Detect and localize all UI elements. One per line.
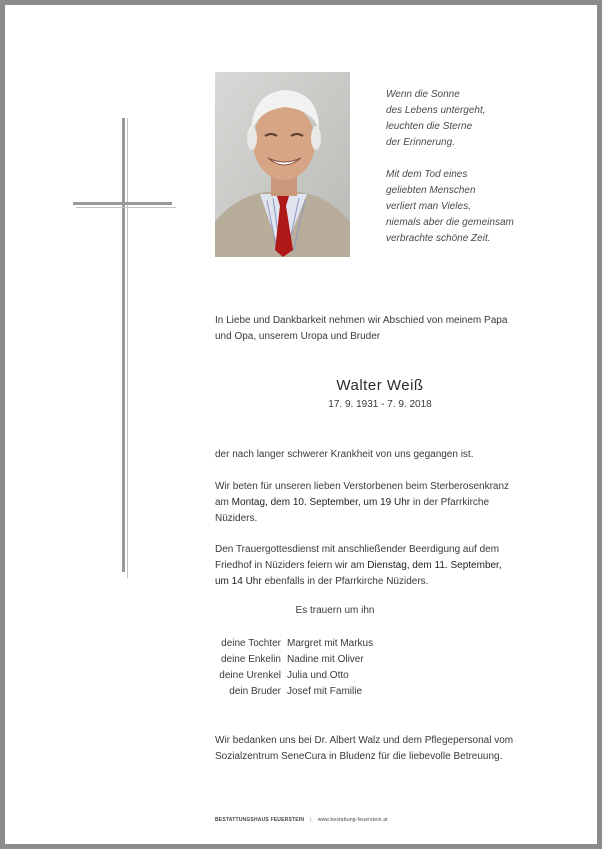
- rosary-line: Wir beten für unseren lieben Verstorbenen beim Sterberosenkranz: [215, 481, 510, 492]
- mourner-row: [205, 684, 373, 700]
- thanks-text: [215, 733, 545, 765]
- thanks-line: Sozialzentrum SeneCura in Bludenz für die liebevolle Betreuung.: [215, 751, 503, 762]
- funeral-line: Friedhof in Nüziders feiern wir am Dienstag, dem 11. September,: [215, 560, 502, 571]
- passing-text: der nach langer schwerer Krankheit von uns gegangen ist.: [215, 449, 474, 460]
- mourner-relation: deine Tochter: [221, 638, 281, 649]
- funeral-line: um 14 Uhr ebenfalls in der Pfarrkirche Nüziders.: [215, 576, 429, 587]
- mourner-names: Josef mit Familie: [287, 686, 363, 697]
- cross-horizontal-bar: [73, 202, 172, 205]
- poem-line: Mit dem Tod eines: [386, 169, 468, 180]
- funeral-date: Dienstag, dem 11. September,: [367, 560, 502, 571]
- intro-line: und Opa, unserem Uropa und Bruder: [215, 331, 381, 342]
- cross-horizontal-shadow: [76, 207, 176, 208]
- mourner-relation: dein Bruder: [229, 686, 281, 697]
- mourner-relation: deine Urenkel: [219, 670, 281, 681]
- cross-vertical-shadow: [127, 118, 128, 578]
- poem-line: des Lebens untergeht,: [386, 105, 486, 116]
- poem-line: geliebten Menschen: [386, 185, 476, 196]
- poem-line: Wenn die Sonne: [386, 89, 460, 100]
- mourners-heading: Es trauern um ihn: [295, 605, 375, 616]
- obituary-page: [5, 5, 597, 844]
- portrait-photo: [215, 72, 350, 257]
- poem-line: verliert man Vieles,: [386, 201, 471, 212]
- funeral-time: um 14 Uhr: [215, 576, 262, 587]
- footer: [215, 817, 388, 823]
- mourner-names: Margret mit Markus: [287, 638, 374, 649]
- mourner-names: Nadine mit Oliver: [287, 654, 364, 665]
- funeral-line: Den Trauergottesdienst mit anschließender Beerdigung auf dem: [215, 544, 500, 555]
- rosary-text: [215, 479, 545, 527]
- mourner-row: [205, 668, 373, 684]
- intro-text: [215, 313, 545, 345]
- footer-firm: BESTATTUNGSHAUS FEUERSTEIN: [215, 817, 305, 823]
- poem-line: leuchten die Sterne: [386, 121, 473, 132]
- footer-website-link[interactable]: www.bestattung-feuerstein.at: [317, 817, 388, 823]
- intro-line: In Liebe und Dankbarkeit nehmen wir Abschied von meinem Papa: [215, 315, 508, 326]
- rosary-date-time: Montag, dem 10. September, um 19 Uhr: [231, 497, 411, 508]
- mourners-list: [205, 636, 373, 700]
- deceased-name: Walter Weiß: [336, 377, 424, 394]
- poem-line: der Erinnerung.: [386, 137, 455, 148]
- poem: [386, 87, 576, 247]
- portrait-illustration: [215, 72, 350, 257]
- life-dates: 17. 9. 1931 - 7. 9. 2018: [328, 399, 432, 410]
- poem-line: verbrachte schöne Zeit.: [386, 233, 491, 244]
- footer-separator: |: [310, 817, 312, 823]
- mourner-row: [205, 636, 373, 652]
- funeral-text: [215, 542, 545, 590]
- poem-line: niemals aber die gemeinsam: [386, 217, 514, 228]
- mourner-relation: deine Enkelin: [220, 654, 281, 665]
- rosary-line: Nüziders.: [215, 513, 258, 524]
- cross-vertical-bar: [122, 118, 125, 572]
- rosary-line: am Montag, dem 10. September, um 19 Uhr in der Pfarrkirche: [215, 497, 490, 508]
- mourner-row: [205, 652, 373, 668]
- thanks-line: Wir bedanken uns bei Dr. Albert Walz und dem Pflegepersonal vom: [215, 735, 514, 746]
- mourner-names: Julia und Otto: [287, 670, 349, 681]
